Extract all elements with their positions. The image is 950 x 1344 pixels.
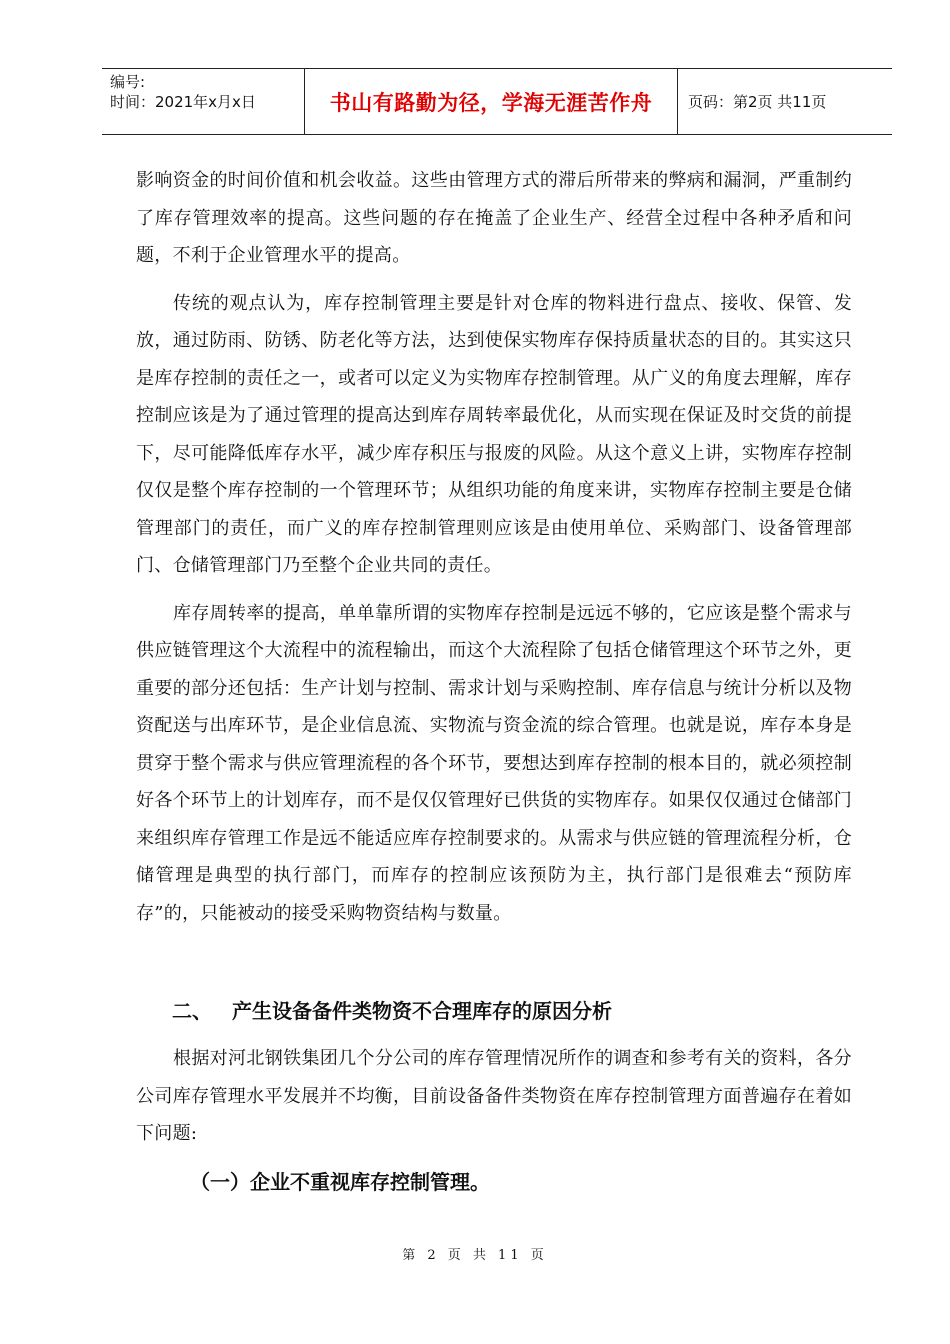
body-section-1 xyxy=(136,162,852,932)
body-section-2 xyxy=(136,1040,852,1153)
header-meta xyxy=(102,69,304,134)
page-header xyxy=(102,68,892,135)
section-title: 产生设备备件类物资不合理库存的原因分析 xyxy=(232,999,612,1023)
section-paragraph: 根据对河北钢铁集团几个分公司的库存管理情况所作的调查和参考有关的资料，各分公司库存管理水平发展并不均衡，目前设备备件类物资在库存控制管理方面普遍存在着如下问题: xyxy=(136,1048,852,1144)
time-label: 时间：2021年x月x日 xyxy=(110,93,256,111)
paragraph-2: 传统的观点认为，库存控制管理主要是针对仓库的物料进行盘点、接收、保管、发放，通过防雨、防锈、防老化等方法，达到使保实物库存保持质量状态的目的。其实这只是库存控制的责任之一，或者可以定义为实物库存控制管理。从广义的角度去理解，库存控制应该是为了通过管理的提高达到库存周转率最优化，从而实现在保证及时交货的前提下，尽可能降低库存水平，减少库存积压与报废的风险。从这个意义上讲，实物库存控制仅仅是整个库存控制的一个管理环节；从组织功能的角度来讲，实物库存控制主要是仓储管理部门的责任，而广义的库存控制管理则应该是由使用单位、采购部门、设备管理部门、仓储管理部门乃至整个企业共同的责任。 xyxy=(136,292,852,576)
page-footer: 第 2 页 共 11 页 xyxy=(402,1248,548,1263)
paragraph-1: 影响资金的时间价值和机会收益。这些由管理方式的滞后所带来的弊病和漏洞，严重制约了库存管理效率的提高。这些问题的存在掩盖了企业生产、经营全过程中各种矛盾和问题，不利于企业管理水平的提高。 xyxy=(136,170,852,266)
header-motto: 书山有路勤为径，学海无涯苦作舟 xyxy=(304,69,678,134)
paragraph-3: 库存周转率的提高，单单靠所谓的实物库存控制是远远不够的，它应该是整个需求与供应链管理这个大流程中的流程输出，而这个大流程除了包括仓储管理这个环节之外，更重要的部分还包括：生产计划与控制、需求计划与采购控制、库存信息与统计分析以及物资配送与出库环节，是企业信息流、实物流与资金流的综合管理。也就是说，库存本身是贯穿于整个需求与供应管理流程的各个环节，要想达到库存控制的根本目的，就必须控制好各个环节上的计划库存，而不是仅仅管理好已供货的实物库存。如果仅仅通过仓储部门来组织库存管理工作是远不能适应库存控制要求的。从需求与供应链的管理流程分析，仓储管理是典型的执行部门，而库存的控制应该预防为主，执行部门是很难去“预防库存”的，只能被动的接受采购物资结构与数量。 xyxy=(136,602,852,924)
header-page-label: 页码：第2页 共11页 xyxy=(688,93,827,111)
section-heading xyxy=(172,995,612,1024)
section-number: 二、 xyxy=(172,999,212,1023)
subsection-heading: （一）企业不重视库存控制管理。 xyxy=(190,1170,490,1194)
number-label: 编号: xyxy=(110,73,146,91)
